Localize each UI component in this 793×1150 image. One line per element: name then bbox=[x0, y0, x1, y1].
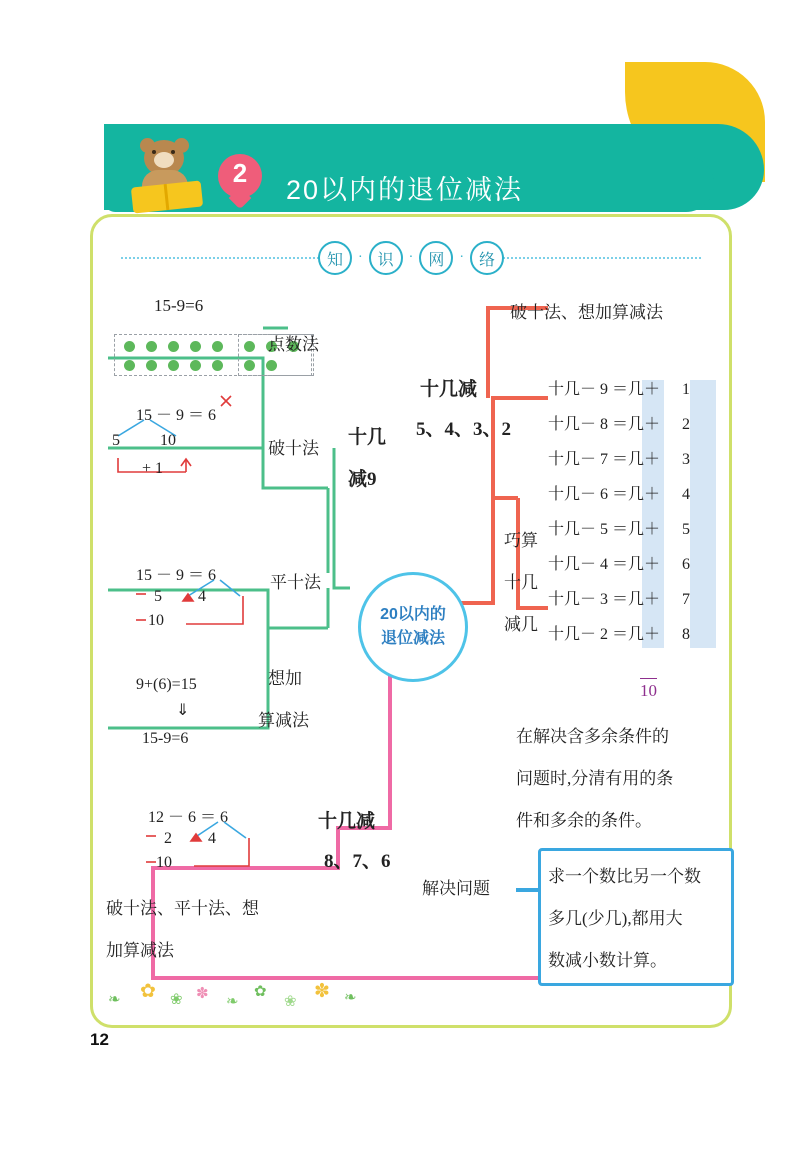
branch-minus5432-line2: 5、4、3、2 bbox=[416, 419, 512, 440]
formula-left: 十几－ 6 ＝几＋ bbox=[548, 486, 661, 503]
table-row bbox=[548, 516, 690, 551]
right-top-note: 破十法、想加算减法 bbox=[510, 303, 663, 322]
page-sheet bbox=[18, 28, 775, 1088]
label-think-add-2: 算减法 bbox=[258, 711, 309, 730]
calc-1-part-3: + 1 bbox=[142, 460, 164, 477]
formula-right: 6 bbox=[682, 556, 691, 573]
table-highlight-right bbox=[690, 380, 716, 648]
section-char-2: 识 bbox=[369, 241, 403, 275]
divider-right bbox=[471, 257, 701, 259]
label-dot-method: 点数法 bbox=[268, 335, 319, 354]
calc-1-part-2: 10 bbox=[160, 432, 176, 449]
center-topic-line2: 退位减法 bbox=[380, 630, 445, 647]
box-line-2: 多几(少几),都用大 bbox=[548, 909, 683, 928]
formula-right: 3 bbox=[682, 451, 691, 468]
section-char-1: 知 bbox=[318, 241, 352, 275]
formula-left: 十几－ 4 ＝几＋ bbox=[548, 556, 661, 573]
branch-minus876-line2: 8、7、6 bbox=[324, 851, 391, 872]
formula-left: 十几－ 7 ＝几＋ bbox=[548, 451, 661, 468]
chapter-number-badge bbox=[218, 154, 264, 206]
page-title: 20以内的退位减法 bbox=[286, 175, 524, 205]
center-topic-line1: 20以内的 bbox=[380, 606, 446, 623]
branch-minus9-line2: 减9 bbox=[348, 469, 377, 490]
box-line-1: 求一个数比另一个数 bbox=[548, 867, 701, 886]
section-dot-2: · bbox=[408, 250, 414, 265]
calc-4-part-2: 4 bbox=[208, 830, 216, 847]
formula-right: 5 bbox=[682, 521, 691, 538]
right-para-line-1: 在解决含多余条件的 bbox=[516, 727, 669, 746]
table-row bbox=[548, 551, 690, 586]
section-char-3: 网 bbox=[419, 241, 453, 275]
formula-left: 十几－ 2 ＝几＋ bbox=[548, 626, 661, 643]
branch-solve-problem: 解决问题 bbox=[422, 879, 490, 898]
decor-flowers: ❧ ✿ ❀ ✽ ❧ ✿ ❀ ✽ ❧ bbox=[108, 981, 357, 1010]
center-topic-bubble bbox=[358, 572, 468, 682]
table-row bbox=[548, 586, 690, 621]
label-think-add-1: 想加 bbox=[268, 669, 302, 688]
calc-2-part-1: 5 bbox=[154, 588, 162, 605]
branch-minus5432-line1: 十几减 bbox=[420, 379, 478, 400]
table-row bbox=[548, 621, 690, 656]
calc-1-part-1: 5 bbox=[112, 432, 120, 449]
table-row bbox=[548, 411, 690, 446]
table-row bbox=[548, 446, 690, 481]
calc-4: 12 － 6 ＝ 6 bbox=[148, 809, 229, 826]
formula-right: 7 bbox=[682, 591, 691, 608]
left-eq-top: 15-9=6 bbox=[154, 296, 204, 315]
right-side-label-3: 减几 bbox=[504, 615, 538, 634]
calc-3-result: 15-9=6 bbox=[142, 730, 189, 747]
calc-2: 15 － 9 ＝ 6 bbox=[136, 567, 217, 584]
branch-minus876-line1: 十几减 bbox=[318, 811, 376, 832]
page-number: 12 bbox=[90, 1030, 109, 1049]
chapter-number: 2 bbox=[232, 158, 248, 188]
section-char-4: 络 bbox=[470, 241, 504, 275]
table-row bbox=[548, 376, 690, 411]
formula-table bbox=[548, 376, 690, 656]
section-heading bbox=[318, 241, 504, 275]
formula-left: 十几－ 8 ＝几＋ bbox=[548, 416, 661, 433]
left-bottom-line-2: 加算减法 bbox=[106, 941, 174, 960]
bear-mascot-icon bbox=[126, 138, 218, 216]
right-side-label-2: 十几 bbox=[504, 573, 538, 592]
branch-minus9-line1: 十几 bbox=[348, 427, 387, 448]
formula-table-total: 10 bbox=[640, 678, 657, 701]
right-para-line-2: 问题时,分清有用的条 bbox=[516, 769, 674, 788]
calc-3: 9+(6)=15 bbox=[136, 676, 197, 693]
divider-left bbox=[121, 257, 351, 259]
table-row bbox=[548, 481, 690, 516]
formula-right: 1 bbox=[682, 381, 691, 398]
right-side-label-1: 巧算 bbox=[504, 531, 538, 550]
calc-4-part-3: 10 bbox=[156, 854, 172, 871]
section-dot-1: · bbox=[357, 250, 363, 265]
calc-3-arrow: ⇓ bbox=[176, 702, 190, 719]
formula-left: 十几－ 9 ＝几＋ bbox=[548, 381, 661, 398]
left-bottom-line-1: 破十法、平十法、想 bbox=[106, 899, 259, 918]
formula-right: 4 bbox=[682, 486, 691, 503]
formula-right: 2 bbox=[682, 416, 691, 433]
section-dot-3: · bbox=[459, 250, 465, 265]
calc-1: 15 － 9 ＝ 6 bbox=[136, 407, 217, 424]
label-flat-ten: 平十法 bbox=[270, 573, 321, 592]
calc-2-part-3: 10 bbox=[148, 612, 164, 629]
formula-left: 十几－ 5 ＝几＋ bbox=[548, 521, 661, 538]
formula-left: 十几－ 3 ＝几＋ bbox=[548, 591, 661, 608]
calc-2-part-2: 4 bbox=[198, 588, 206, 605]
calc-4-part-1: 2 bbox=[164, 830, 172, 847]
formula-right: 8 bbox=[682, 626, 691, 643]
right-para-line-3: 件和多余的条件。 bbox=[516, 811, 652, 830]
box-line-3: 数减小数计算。 bbox=[548, 951, 667, 970]
label-break-ten: 破十法 bbox=[268, 439, 319, 458]
